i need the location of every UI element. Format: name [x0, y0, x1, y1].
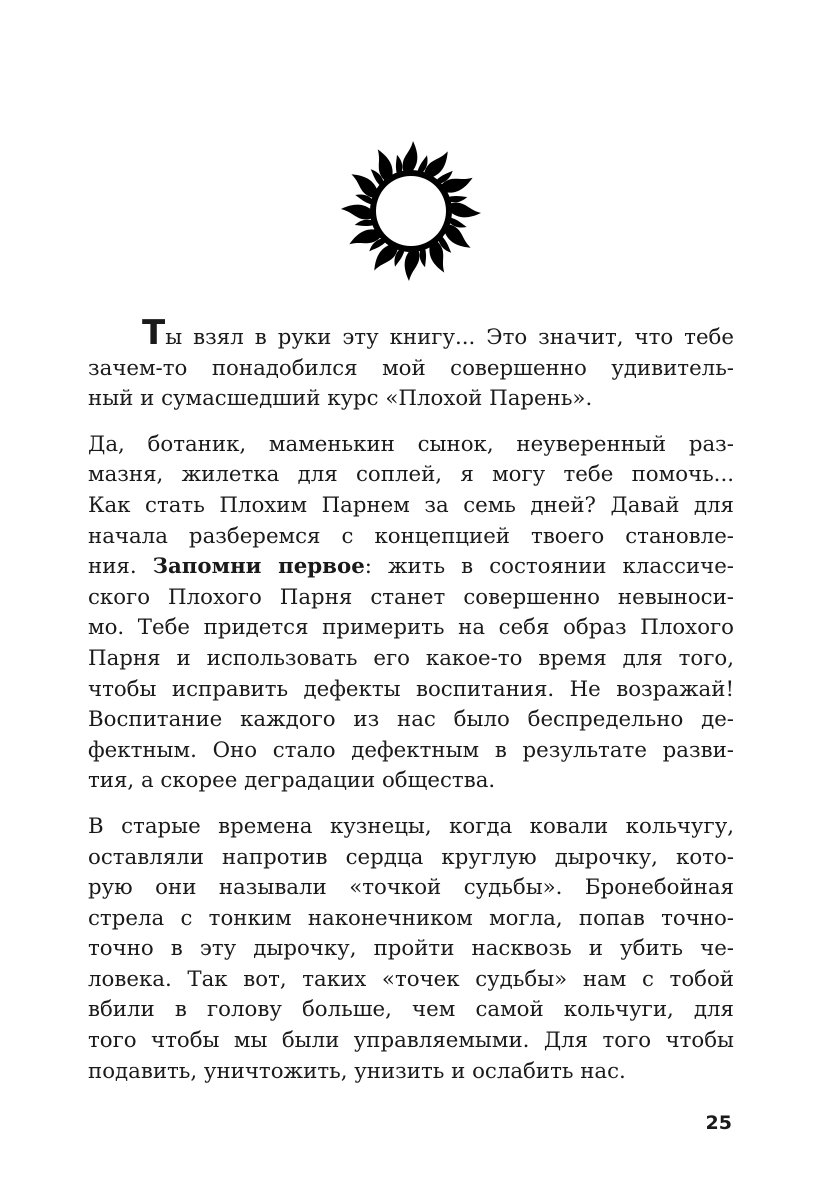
paragraph-3: [88, 812, 734, 1087]
text-line: ловека. Так вот, таких «точек судьбы» нам с тобой: [88, 966, 734, 992]
page-number: 25: [705, 1112, 732, 1134]
text-line: ского Плохого Парня станет совершенно невыноси-: [88, 584, 734, 610]
text-line: вбили в голову больше, чем самой кольчуги, для: [88, 997, 734, 1023]
text-line: оставляли напротив сердца круглую дырочку, кото-: [88, 844, 734, 870]
text-line: чтобы исправить дефекты воспитания. Не возражай!: [88, 676, 734, 702]
body-text: [88, 313, 734, 1102]
text-line: В старые времена кузнецы, когда ковали кольчугу,: [88, 813, 734, 839]
text-line: рую они называли «точкой судьбы». Бронебойная: [88, 875, 734, 901]
text-line: мазня, жилетка для соплей, я могу тебе помочь...: [88, 462, 734, 488]
drop-cap: Т: [142, 313, 166, 353]
sun-icon: [336, 136, 486, 286]
text-line: зачем-то понадобился мой совершенно удивитель-: [88, 355, 734, 381]
paragraph-1: [88, 313, 734, 415]
text-line: Ты взял в руки эту книгу... Это значит, что тебе: [142, 313, 734, 353]
emphasis-text: Запомни первое: [152, 554, 365, 580]
text-line: ный и сумасшедший курс «Плохой Парень».: [88, 386, 593, 412]
text-line: мо. Тебе придется примерить на себя образ Плохого: [88, 615, 734, 641]
text-line: начала разберемся с концепцией твоего становле-: [88, 523, 734, 549]
text-line: подавить, уничтожить, унизить и ослабить нас.: [88, 1058, 626, 1084]
text-line: тия, а скорее деградации общества.: [88, 768, 496, 794]
text-line: Как стать Плохим Парнем за семь дней? Давай для: [88, 492, 734, 518]
text-line: Воспитание каждого из нас было беспредельно де-: [88, 707, 734, 733]
text-line: Парня и использовать его какое-то время для того,: [88, 645, 734, 671]
text-line: Да, ботаник, маменькин сынок, неуверенный раз-: [88, 431, 734, 457]
text-line: того чтобы мы были управляемыми. Для того чтобы: [88, 1028, 734, 1054]
text-line: стрела с тонким наконечником могла, попав точно-: [88, 905, 734, 931]
text-line: ния. Запомни первое: жить в состоянии классиче-: [88, 554, 734, 580]
paragraph-2: [88, 430, 734, 797]
text-line: фектным. Оно стало дефектным в результате разви-: [88, 737, 734, 763]
text-line: точно в эту дырочку, пройти насквозь и убить че-: [88, 936, 734, 962]
